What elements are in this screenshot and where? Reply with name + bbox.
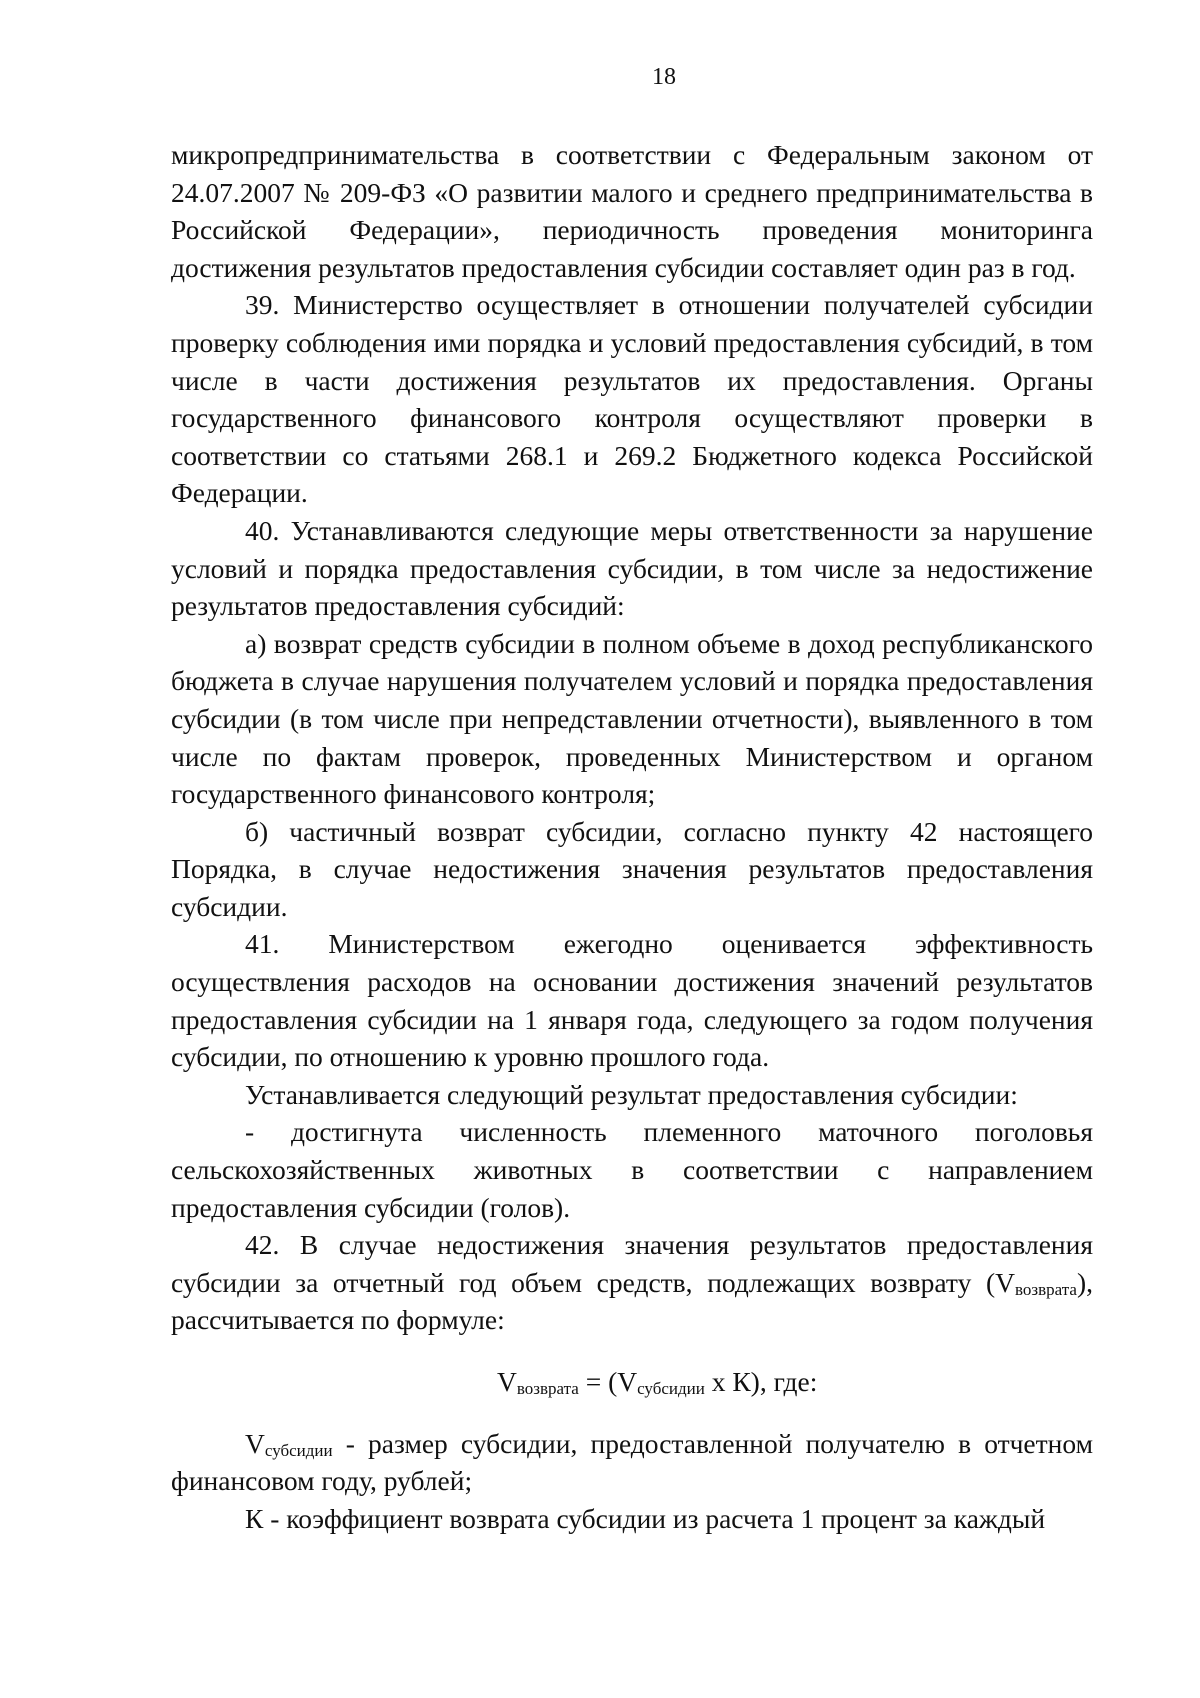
formula-subscript-vozvrata: возврата [516, 1379, 579, 1398]
definition-v-text: - размер субсидии, предоставленной получателю в отчетном финансовом году, рублей; [171, 1427, 1093, 1497]
paragraph-41-result: Устанавливается следующий результат предоставления субсидии: [245, 1078, 1018, 1110]
paragraph-41-item: - достигнута численность племенного маточного поголовья сельскохозяйственных животных в соответствии с направлением предоставления субсидии (голов). [171, 1116, 1093, 1223]
subscript-vozvrata: возврата [1015, 1279, 1077, 1299]
paragraph-42 [171, 1226, 1093, 1339]
paragraph-42-text-end: ), рассчитывается по формуле: [171, 1266, 1093, 1336]
paragraph-42-text-start: 42. В случае недостижения значения результатов предоставления субсидии за отчетный год объем средств, подлежащих возврату (V [171, 1229, 1093, 1298]
formula-equals: = (V [578, 1366, 638, 1397]
formula-tail: х К), где: [704, 1366, 818, 1397]
definition-k: К - коэффициент возврата субсидии из расчета 1 процент за каждый [245, 1502, 1046, 1534]
formula [171, 1363, 1093, 1401]
paragraph-39: 39. Министерство осуществляет в отношении получателей субсидии проверку соблюдения ими порядка и условий предоставления субсидий, в том числе в части достижения результатов их предоставления. Органы государственного финансового контроля осуществляют проверки в соответствии со статьями 268.1 и 269.2 Бюджетного кодекса Российской Федерации. [171, 289, 1093, 509]
page-number: 18 [652, 64, 676, 90]
paragraph-continuation: микропредпринимательства в соответствии с Федеральным законом от 24.07.2007 № 209-ФЗ «О развитии малого и среднего предпринимательства в Российской Федерации», периодичность проведения мониторинга достижения результатов предоставления субсидии составляет один раз в год. [171, 139, 1093, 283]
definition-v-subscript: субсидии [264, 1440, 333, 1460]
document-body [171, 136, 1093, 1537]
formula-v-vozvrata: V [497, 1366, 517, 1397]
paragraph-41: 41. Министерством ежегодно оценивается эффективность осуществления расходов на основании достижения значений результатов предоставления субсидии на 1 января года, следующего за годом получения субсидии, по отношению к уровню прошлого года. [171, 928, 1093, 1073]
definition-v-symbol: V [245, 1427, 265, 1459]
paragraph-40: 40. Устанавливаются следующие меры ответственности за нарушение условий и порядка предоставления субсидии, в том числе за недостижение результатов предоставления субсидий: [171, 514, 1093, 622]
paragraph-40-a: а) возврат средств субсидии в полном объеме в доход республиканского бюджета в случае нарушения получателем условий и порядка предоставления субсидии (в том числе при непредставлении отчетности), выявленного в том числе по фактам проверок, проведенных Министерством и органом государственного финансового контроля; [171, 627, 1093, 810]
formula-subscript-subsidii: субсидии [637, 1379, 705, 1398]
paragraph-40-b: б) частичный возврат субсидии, согласно пункту 42 настоящего Порядка, в случае недостижения значения результатов предоставления субсидии. [171, 815, 1093, 922]
definition-v-subsidii [171, 1425, 1093, 1500]
